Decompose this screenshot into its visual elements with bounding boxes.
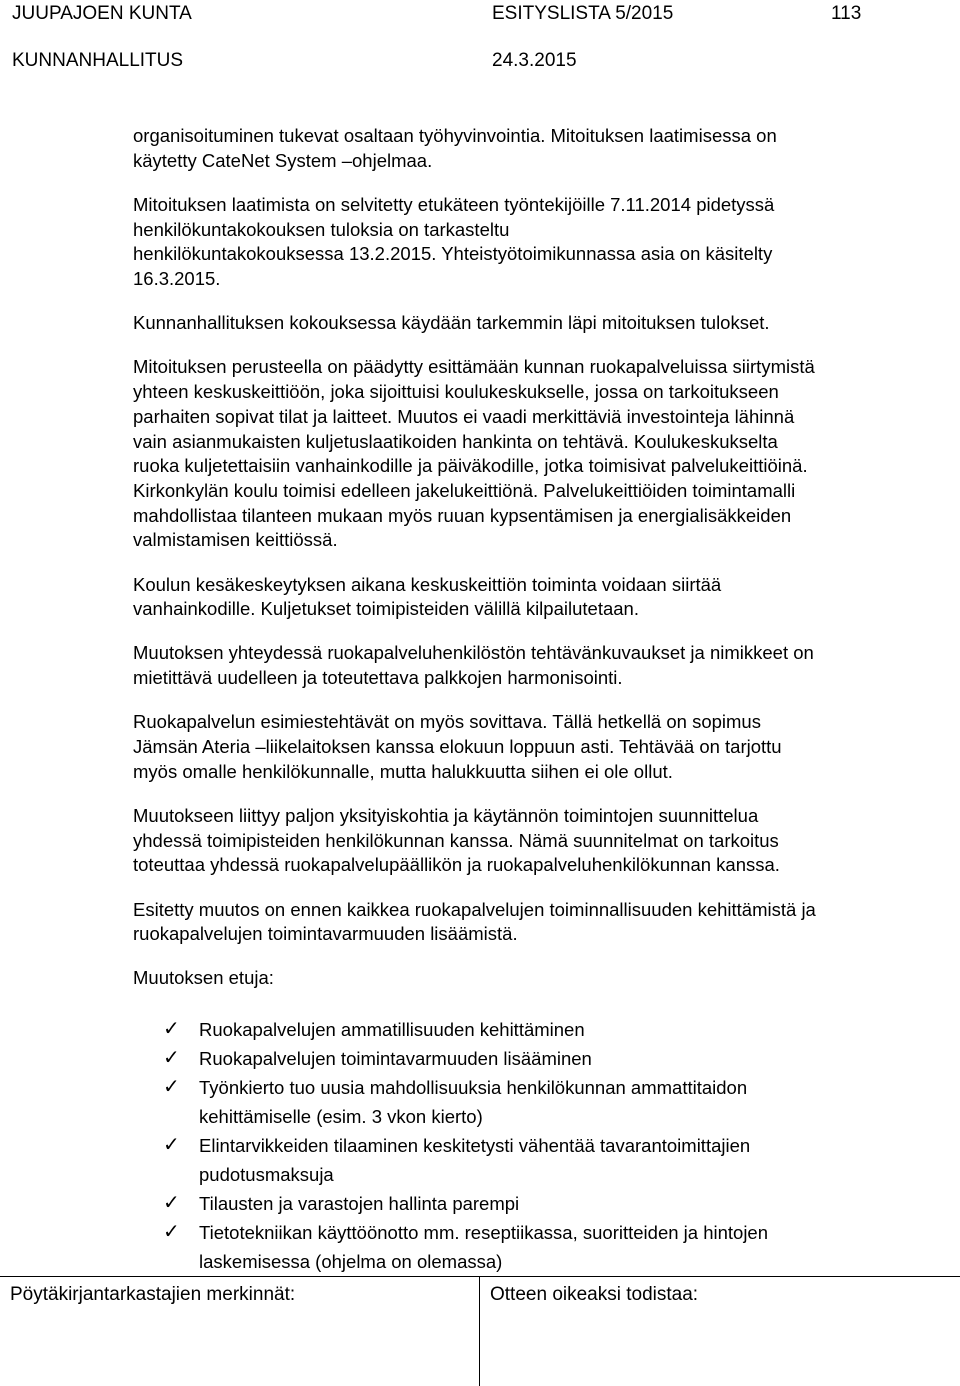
paragraph-line: mietittävä uudelleen ja toteutettava palkkojen harmonisointi. [133, 667, 623, 689]
benefit-item [133, 1189, 948, 1218]
paragraph-line: Muutoksen etuja: [133, 967, 274, 989]
paragraph-line: Ruokapalvelun esimiestehtävät on myös sovittava. Tällä hetkellä on sopimus [133, 711, 761, 733]
paragraph-line: henkilökuntakokouksen tuloksia on tarkasteltu [133, 218, 510, 240]
footer-certification-box [480, 1277, 960, 1386]
paragraph-line: käytetty CateNet System –ohjelmaa. [133, 149, 433, 171]
benefit-item [133, 1044, 948, 1073]
paragraph-line: Kirkonkylän koulu toimisi edelleen jakelukeittiönä. Palvelukeittiöiden toimintamalli [133, 479, 796, 501]
page-number: 113 [831, 3, 862, 24]
checkmark-icon: ✓ [163, 1221, 180, 1243]
benefit-item [133, 1218, 948, 1276]
paragraph-line: Koulun kesäkeskeytyksen aikana keskuskeittiön toiminta voidaan siirtää [133, 573, 722, 595]
benefit-text: Ruokapalvelujen toimintavarmuuden lisääminen [199, 1048, 592, 1069]
document-title: ESITYSLISTA 5/2015 [492, 3, 674, 24]
paragraph-line: henkilökuntakokouksessa 13.2.2015. Yhteistyötoimikunnassa asia on käsitelty [133, 243, 773, 265]
paragraph-line: 16.3.2015. [133, 268, 221, 290]
paragraph-line: myös omalle henkilökunnalle, mutta halukkuutta siihen ei ole ollut. [133, 760, 673, 782]
paragraph-line: valmistamisen keittiössä. [133, 529, 338, 551]
document-body [133, 124, 948, 1011]
paragraph-line: vanhainkodille. Kuljetukset toimipisteiden välillä kilpailutetaan. [133, 598, 639, 620]
benefit-text: Työnkierto tuo uusia mahdollisuuksia henkilökunnan ammattitaidon [199, 1077, 748, 1098]
paragraph-line: vain asianmukaisten kuljetuslaatikoiden hankinta on tehtävä. Koulukeskukselta [133, 430, 778, 452]
benefit-text: pudotusmaksuja [199, 1164, 334, 1185]
page-footer [0, 1276, 960, 1385]
paragraph-line: toteuttaa yhdessä ruokapalvelupäällikön ja ruokapalveluhenkilökunnan kanssa. [133, 854, 780, 876]
paragraph [133, 804, 948, 878]
benefit-text: Tilausten ja varastojen hallinta parempi [199, 1193, 520, 1214]
checkmark-icon: ✓ [163, 1076, 180, 1098]
benefit-item [133, 1131, 948, 1189]
benefit-item [133, 1073, 948, 1131]
footer-certification-label: Otteen oikeaksi todistaa: [490, 1284, 699, 1305]
paragraph-line: Muutokseen liittyy paljon yksityiskohtia ja käytännön toimintojen suunnittelua [133, 804, 759, 826]
paragraph [133, 311, 948, 336]
paragraph-line: yhdessä toimipisteiden henkilökunnan kanssa. Nämä suunnitelmat on tarkoitus [133, 829, 779, 851]
footer-reviewers-label: Pöytäkirjantarkastajien merkinnät: [10, 1284, 296, 1305]
paragraph-line: ruokapalvelujen toimintavarmuuden lisäämistä. [133, 923, 518, 945]
meeting-date: 24.3.2015 [492, 50, 577, 71]
checkmark-icon: ✓ [163, 1192, 180, 1214]
paragraph-line: ruoka kuljetettaisiin vanhainkodille ja päiväkodille, jotka toimisivat palvelukeittiöinä. [133, 455, 808, 477]
benefit-text: Tietotekniikan käyttöönotto mm. reseptiikassa, suoritteiden ja hintojen [199, 1222, 769, 1243]
paragraph-line: Mitoituksen laatimista on selvitetty etukäteen työntekijöille 7.11.2014 pidetyssä [133, 193, 775, 215]
paragraph [133, 355, 948, 553]
board-name: KUNNANHALLITUS [12, 50, 184, 71]
paragraph-line: mahdollistaa tilanteen mukaan myös ruuan kypsentämisen ja energialisäkkeiden [133, 504, 792, 526]
paragraph [133, 966, 948, 991]
paragraph-line: Jämsän Ateria –liikelaitoksen kanssa elokuun loppuun asti. Tehtävää on tarjottu [133, 736, 782, 758]
paragraph [133, 710, 948, 784]
paragraph [133, 573, 948, 622]
benefit-text: laskemisessa (ohjelma on olemassa) [199, 1251, 503, 1272]
benefit-text: kehittämiselle (esim. 3 vkon kierto) [199, 1106, 483, 1127]
footer-reviewers-box [0, 1277, 480, 1386]
checkmark-icon: ✓ [163, 1134, 180, 1156]
benefit-text: Ruokapalvelujen ammatillisuuden kehittäminen [199, 1019, 585, 1040]
paragraph-line: Mitoituksen perusteella on päädytty esittämään kunnan ruokapalveluissa siirtymistä [133, 356, 815, 378]
checkmark-icon: ✓ [163, 1047, 180, 1069]
paragraph-line: parhaiten sopivat tilat ja laitteet. Muutos ei vaadi merkittäviä investointeja lähinnä [133, 405, 795, 427]
checkmark-icon: ✓ [163, 1018, 180, 1040]
paragraph-line: organisoituminen tukevat osaltaan työhyvinvointia. Mitoituksen laatimisessa on [133, 125, 777, 146]
paragraph-line: yhteen keskuskeittiöön, joka sijoittuisi koulukeskukselle, jossa on tarkoitukseen [133, 381, 779, 403]
benefit-item [133, 1015, 948, 1044]
benefit-text: Elintarvikkeiden tilaaminen keskitetysti vähentää tavarantoimittajien [199, 1135, 751, 1156]
benefits-list [133, 1015, 948, 1276]
paragraph [133, 641, 948, 690]
paragraph [133, 898, 948, 947]
paragraph-line: Muutoksen yhteydessä ruokapalveluhenkilöstön tehtävänkuvaukset ja nimikkeet on [133, 642, 814, 664]
paragraph-line: Kunnanhallituksen kokouksessa käydään tarkemmin läpi mitoituksen tulokset. [133, 312, 770, 334]
paragraph [133, 124, 948, 173]
paragraph-line: Esitetty muutos on ennen kaikkea ruokapalvelujen toiminnallisuuden kehittämistä ja [133, 898, 816, 920]
paragraph [133, 193, 948, 292]
municipality-name: JUUPAJOEN KUNTA [12, 3, 192, 24]
